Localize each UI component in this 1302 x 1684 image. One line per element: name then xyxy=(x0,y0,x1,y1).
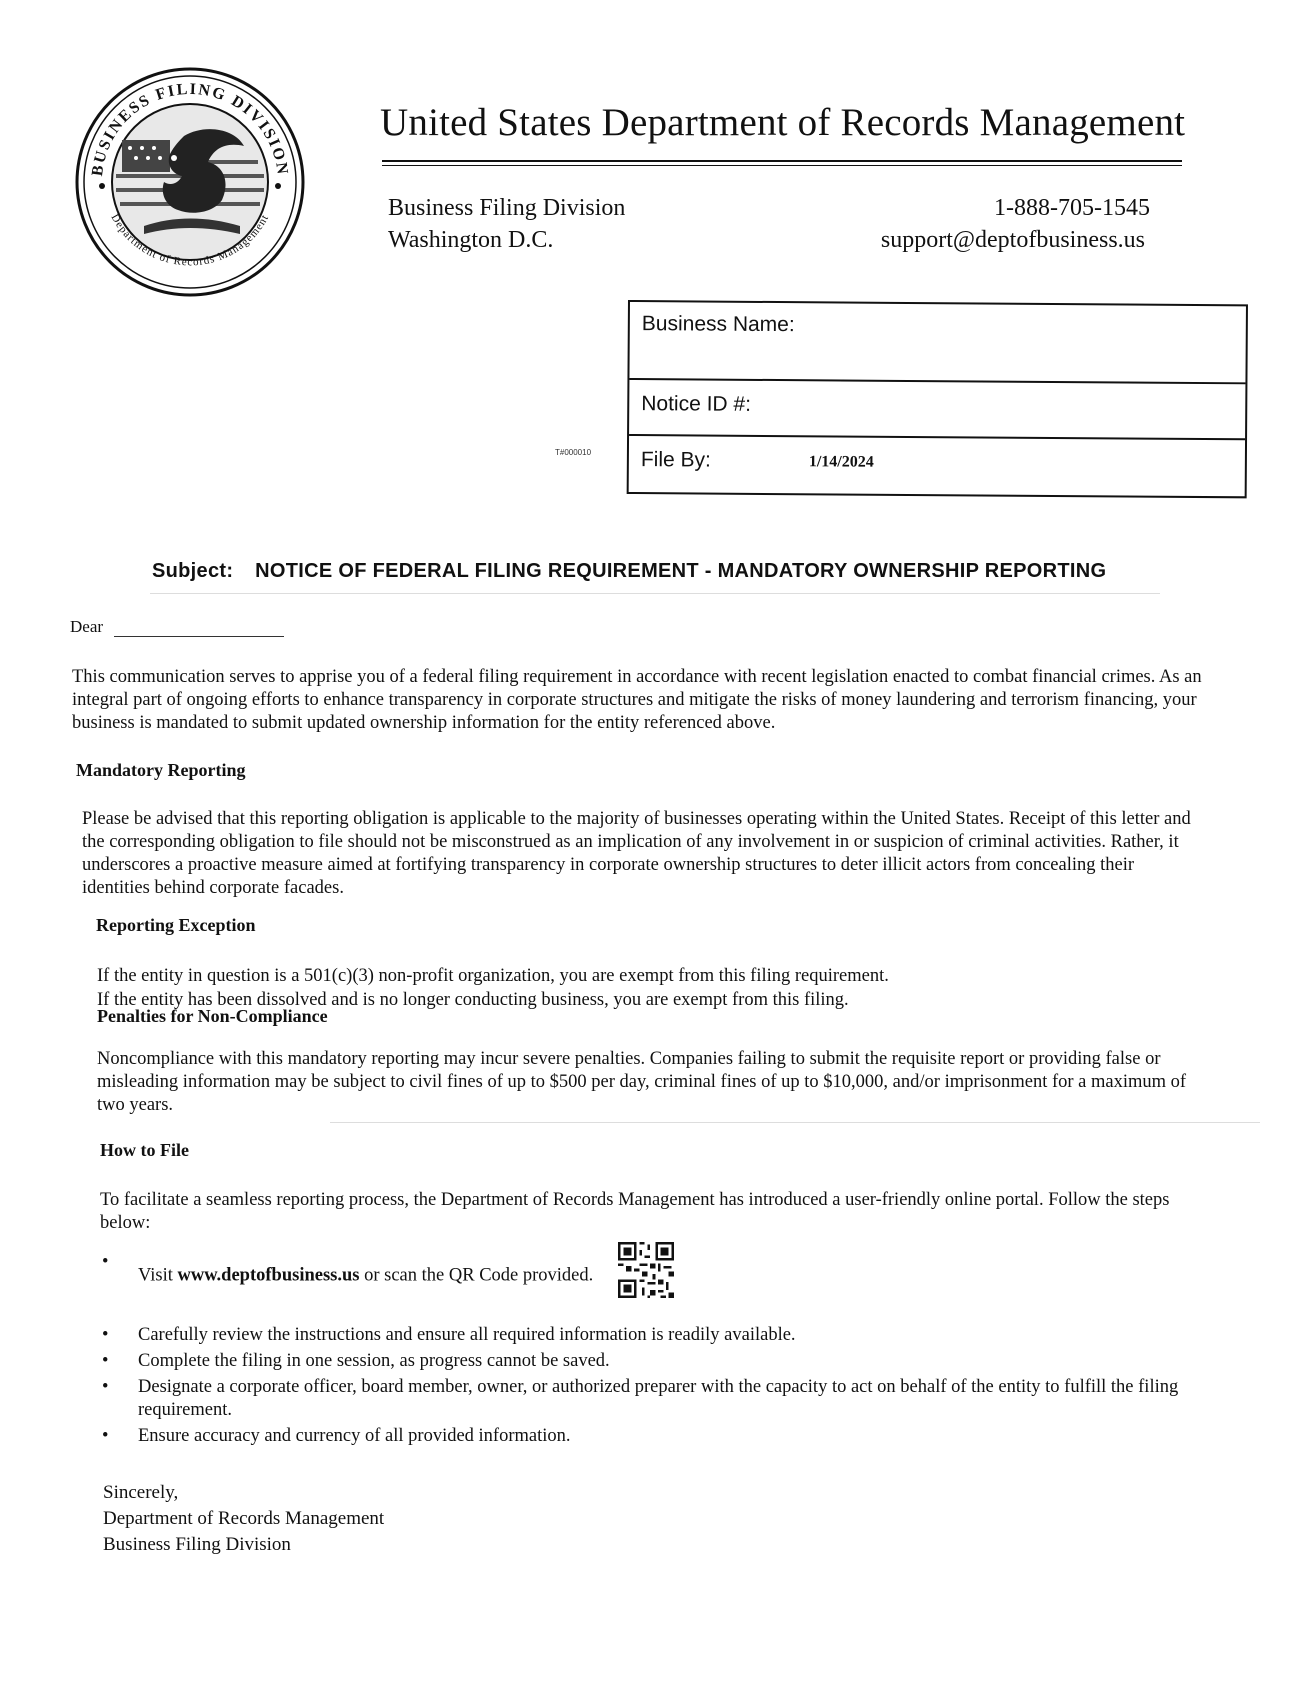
notice-id-row xyxy=(629,378,1245,440)
intro-paragraph: This communication serves to apprise you of a federal filing requirement in accordance with recent legislation enacted to combat financial crimes. As an integral part of ongoing efforts to enhance transparency in corporate structures and mitigate the risks of money laundering and terrorism financing, your business is mandated to submit updated ownership information for the entity referenced above. xyxy=(72,667,1202,733)
list-item: • Complete the filing in one session, as progress cannot be saved. xyxy=(100,1350,1210,1373)
mandatory-reporting-text: Please be advised that this reporting obligation is applicable to the majority of businesses operating within the United States. Receipt of this letter and the corresponding obligation to file should not be misconstrued as an implication of any involvement in or suspicion of criminal activities. Rather, it underscores a proactive measure aimed at fortifying transparency in corporate ownership structures to deter illicit actors from concealing their identities behind corporate facades. xyxy=(82,809,1191,898)
recipient-blank-line xyxy=(114,636,284,637)
svg-text:Department of Records Manageme: Department of Records Management xyxy=(108,212,272,269)
support-email: support@deptofbusiness.us xyxy=(880,227,1145,253)
step-visit-prefix: Visit xyxy=(138,1265,178,1286)
scan-artifact-line xyxy=(330,1122,1260,1123)
exception-dissolved: If the entity has been dissolved and is no longer conducting business, you are exempt from this filing. xyxy=(97,990,849,1010)
business-name-row xyxy=(629,302,1246,384)
penalties-heading: Penalties for Non-Compliance xyxy=(97,1006,328,1026)
closing-block xyxy=(103,1480,384,1558)
svg-text:BUSINESS FILING DIVISION: BUSINESS FILING DIVISION xyxy=(89,80,291,178)
file-by-label: File By: xyxy=(640,448,711,472)
filing-steps-list xyxy=(100,1248,1210,1448)
reporting-exception-heading: Reporting Exception xyxy=(96,915,256,935)
list-item: • Carefully review the instructions and ensure all required information is readily available. xyxy=(100,1324,1210,1347)
scan-artifact-line xyxy=(150,593,1160,594)
subject-label: Subject: xyxy=(152,560,234,582)
how-to-file-heading: How to File xyxy=(100,1140,189,1160)
exception-nonprofit: If the entity in question is a 501(c)(3) non-profit organization, you are exempt from this filing requirement. xyxy=(97,966,889,986)
closing-division: Business Filing Division xyxy=(103,1534,291,1555)
penalties-text: Noncompliance with this mandatory reporting may incur severe penalties. Companies failing to submit the requisite report or providing false or misleading information may be subject to civil fines of up to $500 per day, criminal fines of up to $10,000, and/or imprisonment for a maximum of two years. xyxy=(97,1049,1187,1115)
business-name-label: Business Name: xyxy=(641,312,795,337)
phone-number: 1-888-705-1545 xyxy=(994,195,1150,221)
closing-org: Department of Records Management xyxy=(103,1508,385,1529)
header-rule xyxy=(382,160,1182,162)
file-by-date: 1/14/2024 xyxy=(808,453,874,471)
header-rule-thin xyxy=(382,165,1182,166)
list-item: • Ensure accuracy and currency of all provided information. xyxy=(100,1425,1210,1448)
salutation: Dear xyxy=(70,617,104,636)
department-seal xyxy=(74,66,306,298)
how-to-file-intro: To facilitate a seamless reporting process, the Department of Records Management has introduced a user-friendly online portal. Follow the steps below: xyxy=(100,1190,1170,1233)
list-item: • Designate a corporate officer, board member, owner, or authorized preparer with the capacity to act on behalf of the entity to fulfill the filing requirement. xyxy=(100,1376,1210,1422)
subject-line xyxy=(152,560,1106,583)
notice-info-box xyxy=(627,300,1248,498)
notice-id-label: Notice ID #: xyxy=(641,392,752,416)
list-item xyxy=(100,1248,1210,1304)
form-code: T#000010 xyxy=(555,448,592,457)
portal-url-link[interactable]: www.deptofbusiness.us xyxy=(177,1265,360,1286)
division-name: Business Filing Division xyxy=(388,195,626,221)
file-by-row xyxy=(629,434,1245,496)
qr-code[interactable] xyxy=(618,1242,674,1298)
mandatory-reporting-heading: Mandatory Reporting xyxy=(76,760,246,780)
department-title: United States Department of Records Management xyxy=(380,101,1186,144)
subject-text: NOTICE OF FEDERAL FILING REQUIREMENT - MANDATORY OWNERSHIP REPORTING xyxy=(255,560,1107,582)
step-visit-suffix: or scan the QR Code provided. xyxy=(359,1265,594,1286)
sign-off: Sincerely, xyxy=(103,1482,179,1503)
division-city: Washington D.C. xyxy=(388,227,554,253)
